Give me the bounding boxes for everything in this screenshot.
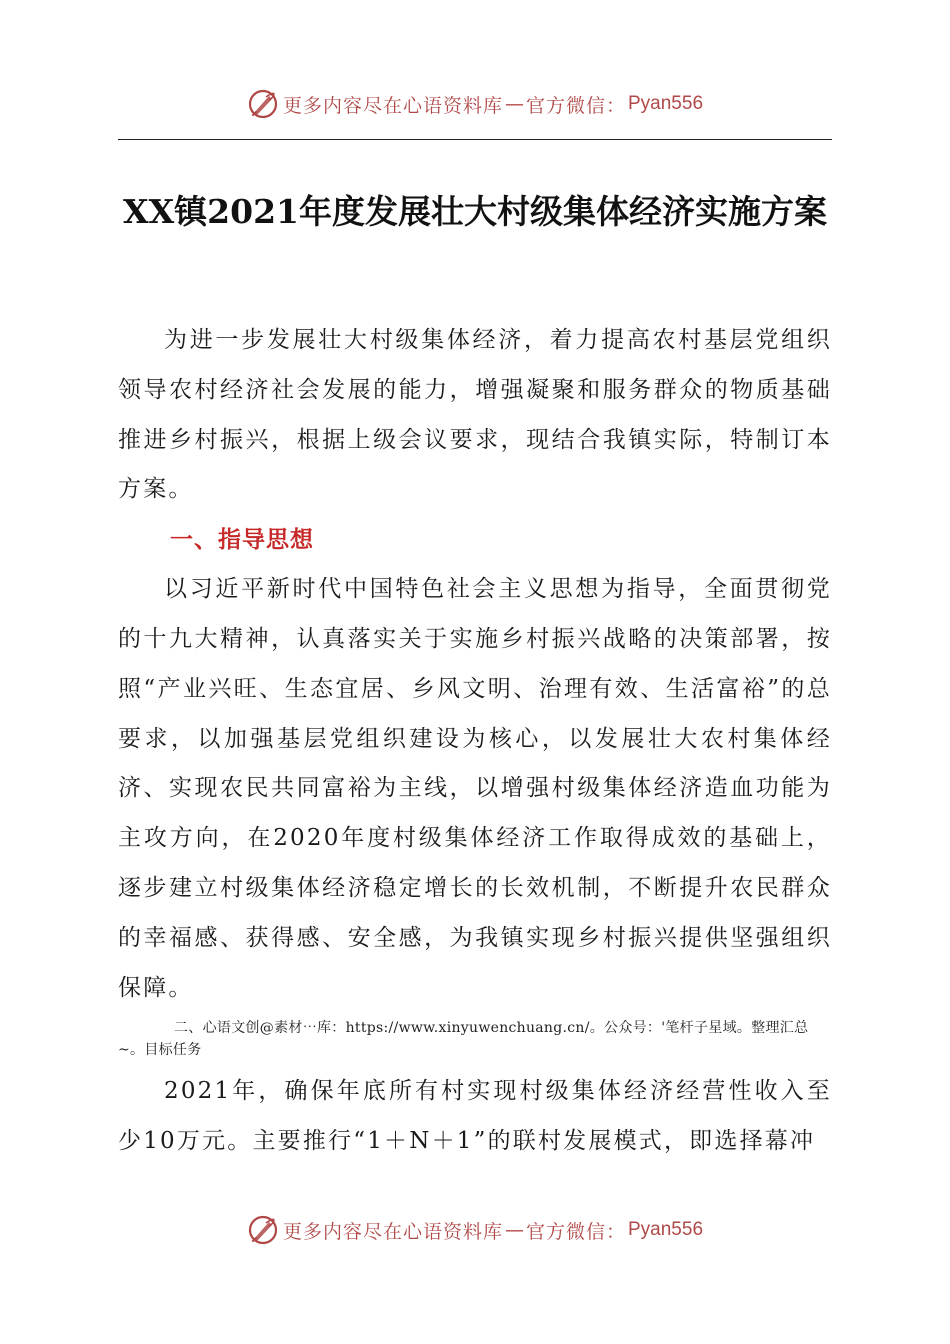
banner-wechat-id: Pyan556: [628, 93, 704, 114]
quill-logo-icon: [247, 88, 279, 120]
banner-wechat-id: Pyan556: [628, 1219, 704, 1240]
section2-heading-line: 二、心语文创@素材⋯库：https://www.xinyuwenchuang.cn/。公众号：'笔杆子星域。整理汇总~。目标任务: [118, 1020, 809, 1059]
banner-wechat-label: 官方微信：: [525, 94, 626, 117]
section1-heading: 一、指导思想: [170, 527, 314, 554]
header-divider: [118, 139, 832, 140]
banner-separator: —: [504, 1219, 524, 1241]
section2-paragraph: 2021年，确保年底所有村实现村级集体经济经营性收入至少10万元。主要推行“1＋N＋1”的联村发展模式，即选择幕冲: [118, 1078, 832, 1155]
banner-text: 更多内容尽在心语资料库: [282, 94, 503, 117]
footer-banner: [0, 1208, 950, 1252]
intro-paragraph: 为进一步发展壮大村级集体经济，着力提高农村基层党组织领导农村经济社会发展的能力，增强凝聚和服务群众的物质基础推进乡村振兴，根据上级会议要求，现结合我镇实际，特制订本方案。: [118, 327, 832, 503]
header-banner: [0, 82, 950, 126]
document-title: XX镇2021年度发展壮大村级集体经济实施方案: [122, 192, 828, 231]
quill-logo-icon: [247, 1214, 279, 1246]
section1-paragraph: 以习近平新时代中国特色社会主义思想为指导，全面贯彻党的十九大精神，认真落实关于实施乡村振兴战略的决策部署，按照“产业兴旺、生态宜居、乡风文明、治理有效、生活富裕”的总要求，以加强基层党组织建设为核心，以发展壮大农村集体经济、实现农民共同富裕为主线，以增强村级集体经济造血功能为主攻方向，在2020年度村级集体经济工作取得成效的基础上，逐步建立村级集体经济稳定增长的长效机制，不断提升农民群众的幸福感、获得感、安全感，为我镇实现乡村振兴提供坚强组织保障。: [118, 576, 832, 1001]
banner-separator: —: [504, 93, 524, 115]
banner-text: 更多内容尽在心语资料库: [282, 1220, 503, 1243]
banner-wechat-label: 官方微信：: [525, 1220, 626, 1243]
document-body: [118, 316, 832, 1167]
